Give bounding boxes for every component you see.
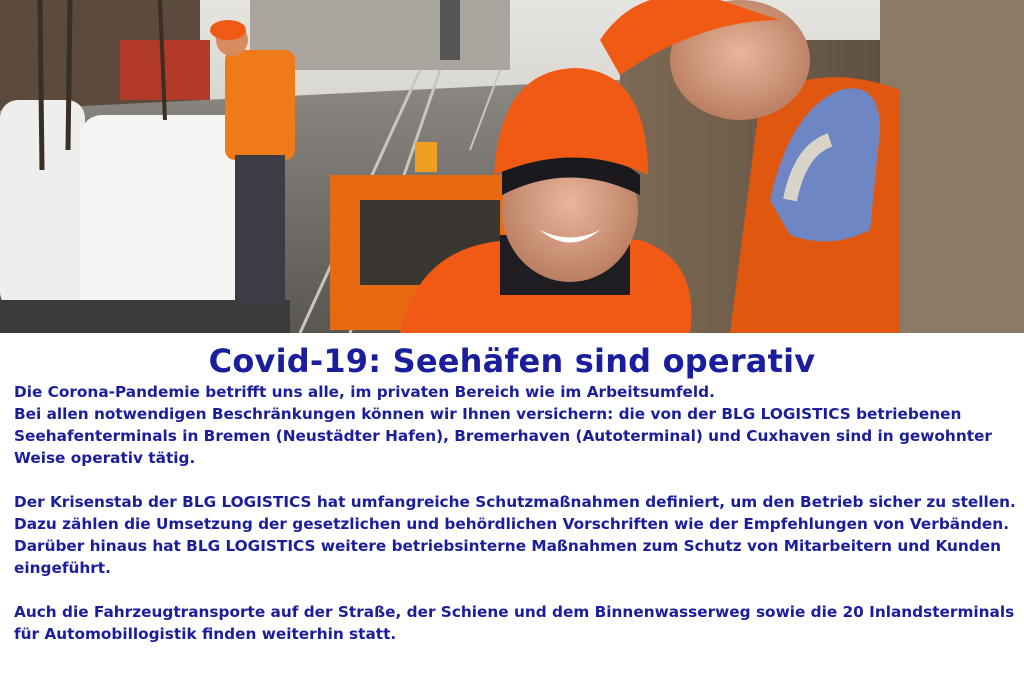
port-workers-photo [0, 0, 1024, 333]
paragraph-1-line: Seehafenterminals in Bremen (Neustädter Hafen), Bremerhaven (Autoterminal) und Cuxhaven sind in gewohnter [14, 427, 992, 445]
article-body [0, 381, 1024, 645]
paragraph-1-line: Bei allen notwendigen Beschränkungen können wir Ihnen versichern: die von der BLG LOGISTICS betriebenen [14, 405, 962, 423]
lifting-chain [40, 0, 42, 170]
crane-leg [440, 0, 460, 60]
article-title: Covid-19: Seehäfen sind operativ [208, 342, 816, 380]
paragraph-2-line: Der Krisenstab der BLG LOGISTICS hat umfangreiche Schutzmaßnahmen definiert, um den Betrieb sicher zu stellen. [14, 493, 1016, 511]
hero-photo [0, 0, 1024, 333]
paragraph-2-line: Dazu zählen die Umsetzung der gesetzlichen und behördlichen Vorschriften wie der Empfehlungen von Verbänden. [14, 515, 1010, 533]
paragraph-1-line: Die Corona-Pandemie betrifft uns alle, im privaten Bereich wie im Arbeitsumfeld. [14, 383, 715, 401]
paragraph-1-line: Weise operativ tätig. [14, 449, 196, 467]
background-worker-legs [235, 155, 285, 305]
paragraph-3-line: Auch die Fahrzeugtransporte auf der Straße, der Schiene und dem Binnenwasserweg sowie die 20 Inlandsterminals [14, 603, 1015, 621]
warning-beacon [415, 142, 437, 172]
paragraph-2 [14, 491, 1024, 579]
paragraph-2-line: eingeführt. [14, 559, 111, 577]
paragraph-2-line: Darüber hinaus hat BLG LOGISTICS weitere betriebsinterne Maßnahmen zum Schutz von Mitarbeitern und Kunden [14, 537, 1002, 555]
background-worker-vest [225, 50, 295, 160]
paragraph-3 [14, 601, 1024, 645]
background-worker-helmet [210, 20, 246, 40]
container-door [880, 0, 1024, 333]
paragraph-1 [14, 381, 1024, 469]
lifting-chain [68, 0, 70, 150]
paragraph-3-line: für Automobillogistik finden weiterhin statt. [14, 625, 397, 643]
